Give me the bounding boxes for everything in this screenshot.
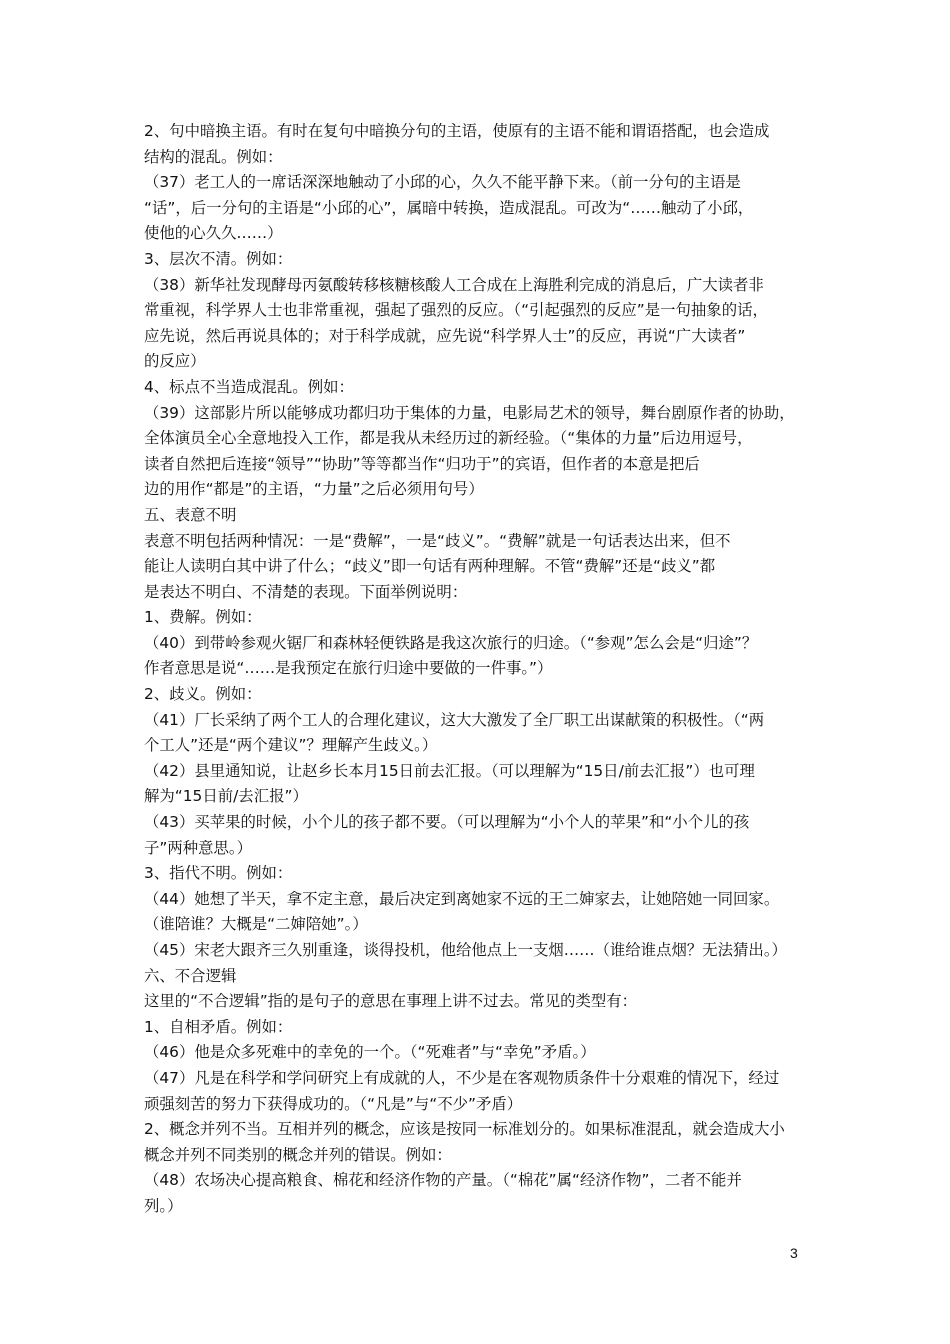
- section-subheading: 3、层次不清。例如：: [144, 249, 293, 268]
- text-line: 读者自然把后连接“领导”“协助”等等都当作“归功于”的宾语，但作者的本意是把后: [144, 454, 700, 473]
- text-line: 个工人”还是“两个建议”？理解产生歧义。）: [144, 736, 438, 755]
- text-line: 顽强刻苦的努力下获得成功的。（“凡是”与“不少”矛盾）: [144, 1094, 523, 1113]
- text-line: 的反应）: [144, 352, 206, 371]
- text-line: （45）宋老大跟齐三久别重逢，谈得投机，他给他点上一支烟……（谁给谁点烟？无法猜出。）: [144, 941, 787, 959]
- section-subheading: 2、歧义。例如：: [144, 685, 262, 704]
- text-line: 这里的“不合逻辑”指的是句子的意思在事理上讲不过去。常见的类型有：: [144, 992, 638, 1011]
- text-line: （37）老工人的一席话深深地触动了小邱的心，久久不能平静下来。（前一分句的主语是: [144, 173, 741, 192]
- text-line: 边的用作“都是”的主语，“力量”之后必须用句号）: [144, 480, 484, 499]
- text-line: 作者意思是说“……是我预定在旅行归途中要做的一件事。”）: [144, 659, 553, 678]
- text-line: 是表达不明白、不清楚的表现。下面举例说明：: [144, 582, 468, 601]
- text-line: 能让人读明白其中讲了什么；“歧义”即一句话有两种理解。不管“费解”还是“歧义”都: [144, 557, 716, 576]
- text-line: （40）到带岭参观火锯厂和森林轻便铁路是我这次旅行的归途。（“参观”怎么会是“归途”？: [144, 633, 758, 652]
- text-line: 常重视，科学界人士也非常重视，强起了强烈的反应。（“引起强烈的反应”是一句抽象的话，: [144, 301, 768, 320]
- section-heading: 六、不合逻辑: [144, 966, 237, 985]
- text-line: 使他的心久久……）: [144, 224, 283, 243]
- text-line: 解为“15日前/去汇报”）: [144, 787, 308, 806]
- text-line: 表意不明包括两种情况：一是“费解”，一是“歧义”。“费解”就是一句话表达出来，但不: [144, 531, 731, 550]
- text-line: 2、概念并列不当。互相并列的概念，应该是按同一标准划分的。如果标准混乱，就会造成大小: [144, 1120, 785, 1139]
- section-subheading: 3、指代不明。例如：: [144, 864, 293, 883]
- section-subheading: 1、费解。例如：: [144, 608, 262, 627]
- text-line: 结构的混乱。例如：: [144, 147, 283, 166]
- section-heading: 五、表意不明: [144, 505, 237, 524]
- text-line: （46）他是众多死难中的幸免的一个。（“死难者”与“幸免”矛盾。）: [144, 1043, 596, 1062]
- section-subheading: 4、标点不当造成混乱。例如：: [144, 377, 354, 396]
- text-line: 全体演员全心全意地投入工作，都是我从未经历过的新经验。（“集体的力量”后边用逗号，: [144, 429, 753, 448]
- text-line: 2、句中暗换主语。有时在复句中暗换分句的主语，使原有的主语不能和谓语搭配，也会造成: [144, 122, 770, 140]
- text-line: （48）农场决心提高粮食、棉花和经济作物的产量。（“棉花”属“经济作物”，二者不能并: [144, 1171, 742, 1190]
- text-line: （47）凡是在科学和学问研究上有成就的人，不少是在客观物质条件十分艰难的情况下，经过: [144, 1068, 780, 1087]
- text-line: 应先说，然后再说具体的；对于科学成就，应先说“科学界人士”的反应，再说“广大读者”: [144, 326, 746, 345]
- text-line: （谁陪谁？大概是“二婶陪她”。）: [144, 915, 368, 934]
- text-line: （38）新华社发现酵母丙氨酸转移核糖核酸人工合成在上海胜利完成的消息后，广大读者非: [144, 275, 764, 294]
- text-line: （44）她想了半天，拿不定主意，最后决定到离她家不远的王二婶家去，让她陪她一同回家。: [144, 889, 780, 908]
- text-line: 列。）: [144, 1196, 183, 1215]
- text-line: （39）这部影片所以能够成功都归功于集体的力量，电影局艺术的领导，舞台剧原作者的协助，: [144, 403, 795, 422]
- text-line: （42）县里通知说，让赵乡长本月15日前去汇报。（可以理解为“15日/前去汇报”）也可理: [144, 761, 755, 780]
- text-line: 子”两种意思。）: [144, 838, 253, 857]
- text-line: （41）厂长采纳了两个工人的合理化建议，这大大激发了全厂职工出谋献策的积极性。（“两: [144, 710, 765, 729]
- text-line: （43）买苹果的时候，小个儿的孩子都不要。（可以理解为“小个人的苹果”和“小个儿的孩: [144, 813, 750, 832]
- section-subheading: 1、自相矛盾。例如：: [144, 1017, 293, 1036]
- text-line: 概念并列不同类别的概念并列的错误。例如：: [144, 1145, 452, 1164]
- document-body: [144, 119, 814, 1220]
- page-number: 3: [790, 1245, 798, 1261]
- text-line: “话”，后一分句的主语是“小邱的心”，属暗中转换，造成混乱。可改为“……触动了小邱，: [144, 198, 754, 217]
